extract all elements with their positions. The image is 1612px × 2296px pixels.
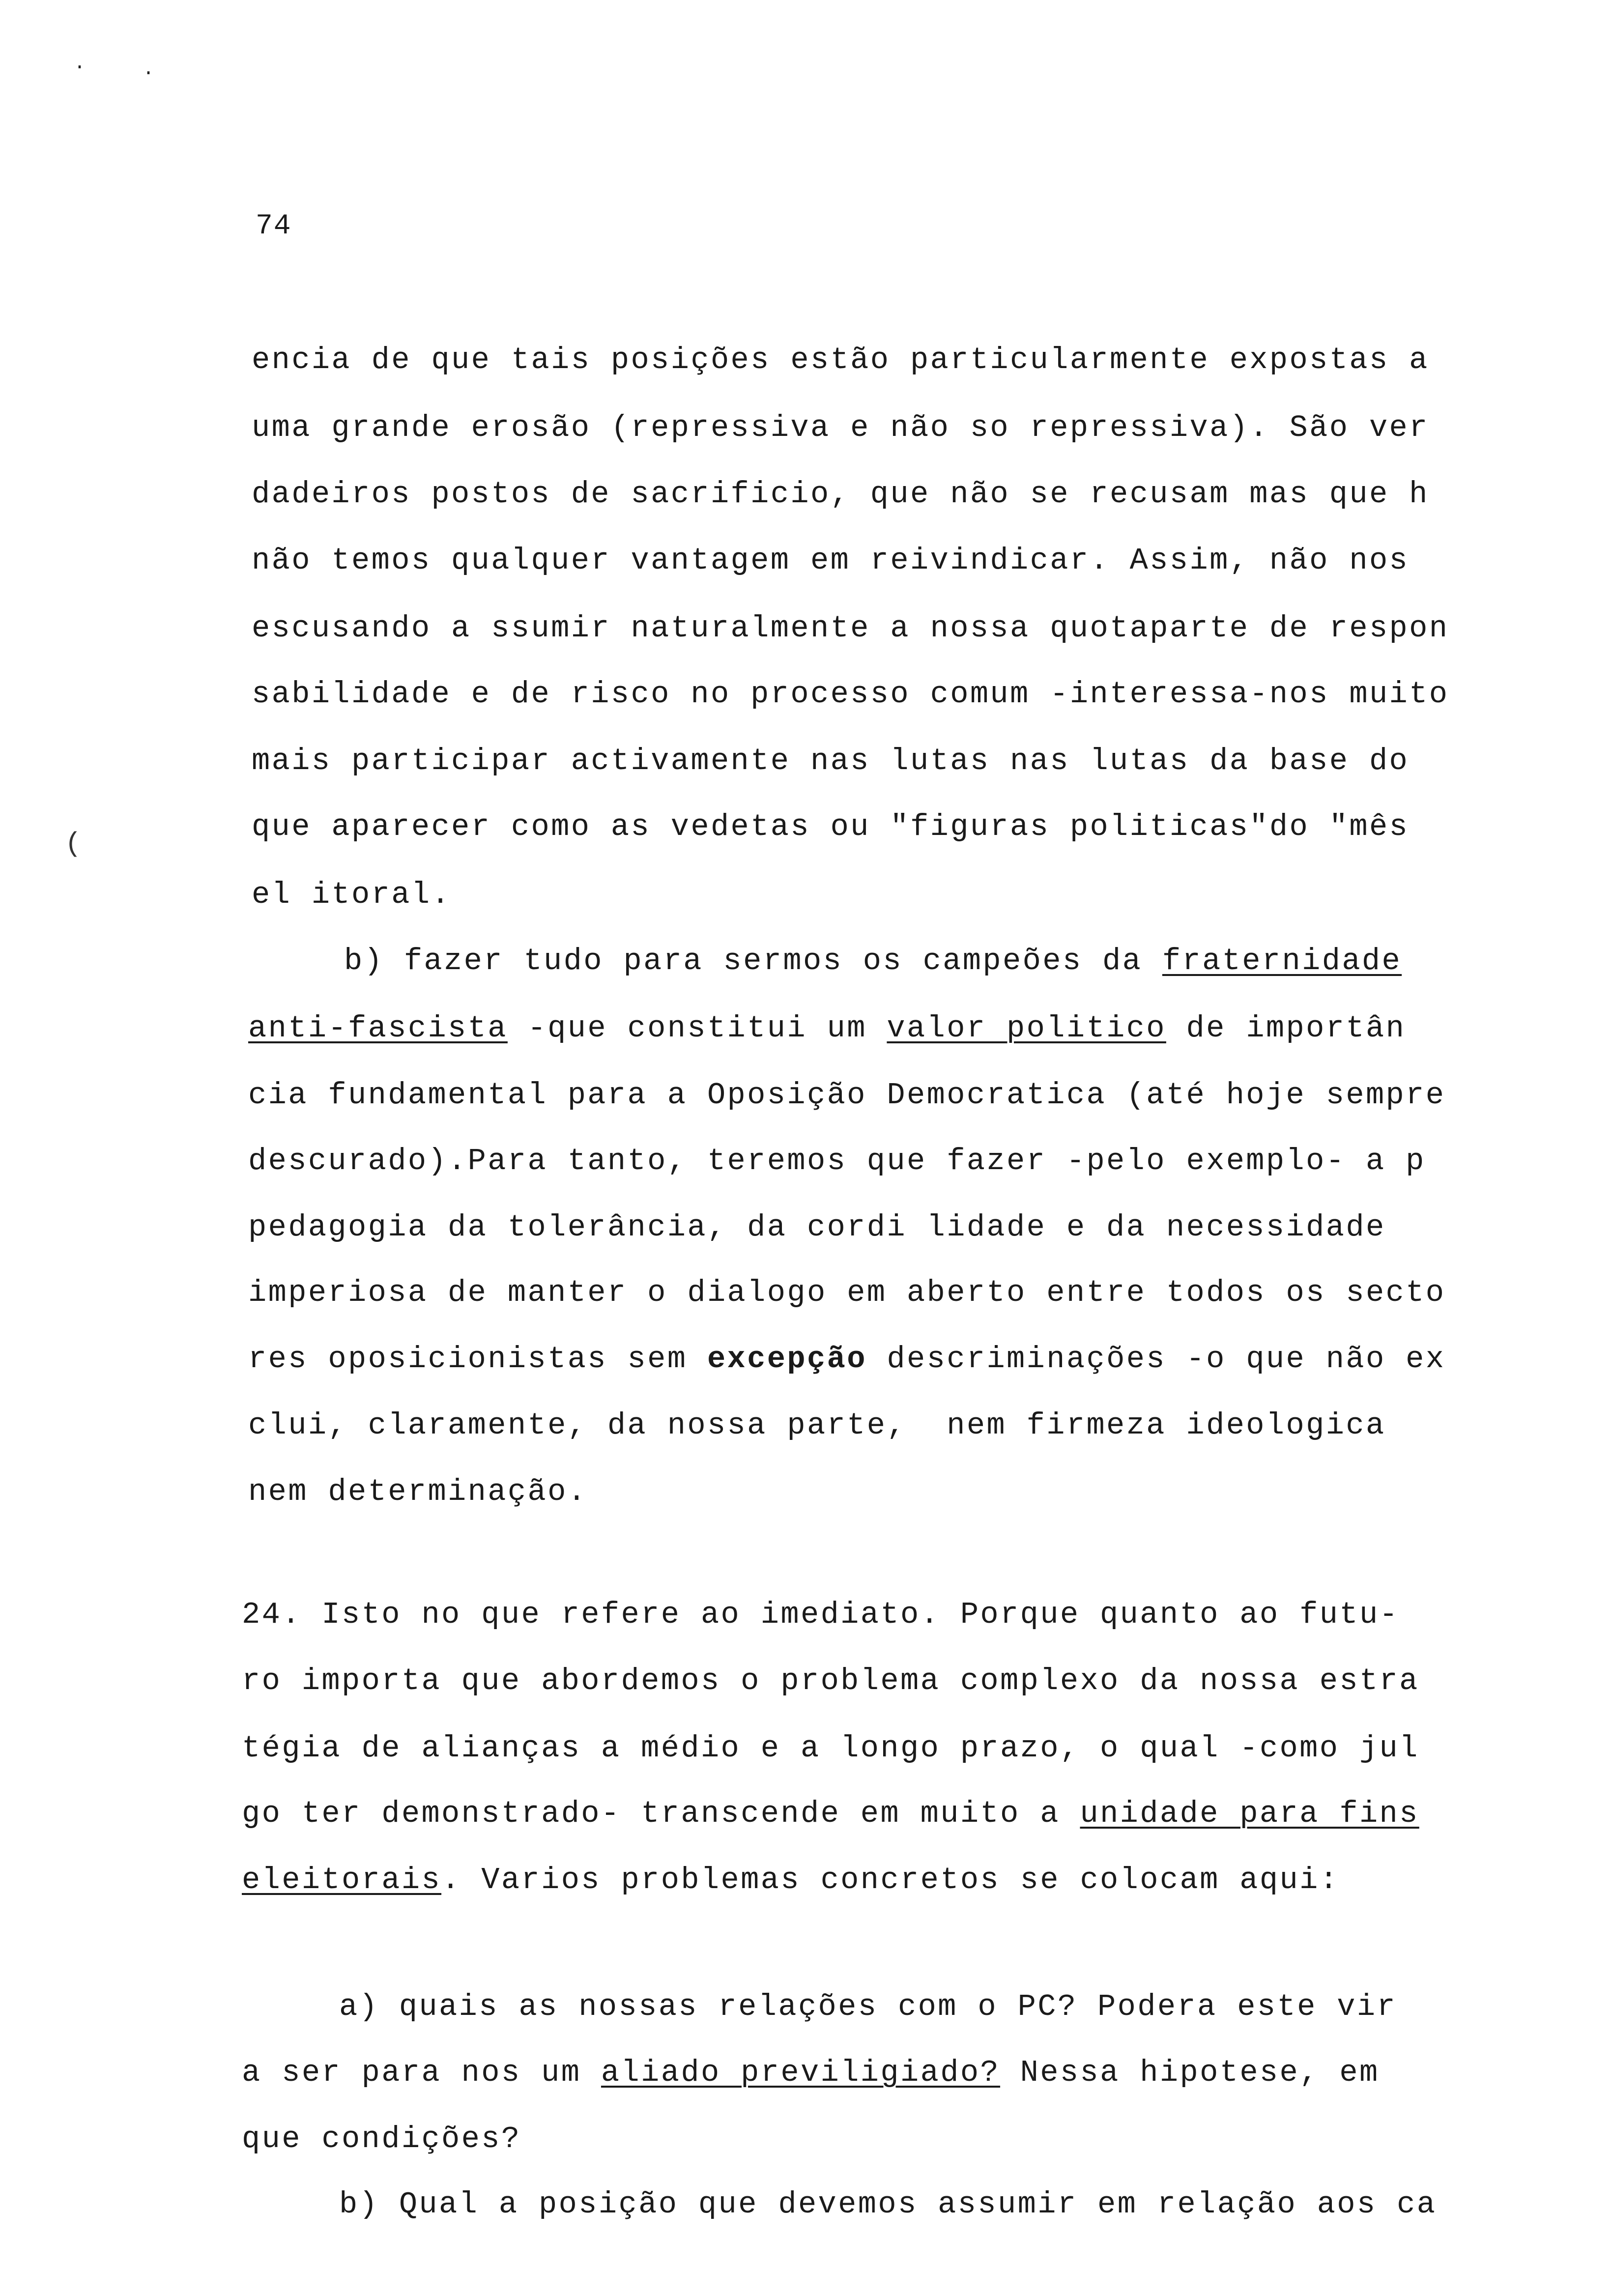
text-line xyxy=(252,679,1449,718)
text-run: go ter demonstrado- transcende em muito a xyxy=(242,1796,1080,1831)
text-line xyxy=(248,1410,1386,1450)
text-run: . Varios problemas concretos se colocam aqui: xyxy=(441,1863,1340,1897)
text-run: dadeiros postos de sacrificio, que não se recusam mas que h xyxy=(252,477,1429,512)
underlined-text: unidade para fins xyxy=(1080,1796,1419,1831)
text-run: nem determinação. xyxy=(248,1474,588,1509)
text-run: res oposicionistas sem xyxy=(248,1342,707,1377)
text-run: não temos qualquer vantagem em reivindicar. Assim, não nos xyxy=(252,543,1410,578)
text-line xyxy=(248,1344,1445,1383)
text-line xyxy=(252,746,1409,785)
text-run: mais participar activamente nas lutas nas lutas da base do xyxy=(252,744,1410,778)
text-run: cia fundamental para a Oposição Democratica (até hoje sempre xyxy=(248,1078,1446,1113)
text-line xyxy=(248,1146,1426,1185)
page-number: 74 xyxy=(256,210,292,242)
underlined-text: anti-fascista xyxy=(248,1011,508,1046)
text-line xyxy=(248,1080,1445,1119)
text-line xyxy=(252,545,1409,585)
text-run: de importân xyxy=(1166,1011,1406,1046)
text-run: a) quais as nossas relações com o PC? Podera este vir xyxy=(339,1989,1397,2024)
text-line xyxy=(242,1796,1419,1838)
text-line xyxy=(344,946,1402,985)
text-run: encia de que tais posições estão particularmente expostas a xyxy=(252,343,1429,377)
text-run: que condições? xyxy=(242,2122,521,2156)
text-line xyxy=(248,1013,1406,1053)
margin-mark: ( xyxy=(65,828,82,860)
struck-text: excepção xyxy=(707,1342,867,1377)
underlined-text: eleitorais xyxy=(242,1863,442,1897)
text-run: descriminações -o que não ex xyxy=(866,1342,1446,1377)
underlined-text: aliado previligiado? xyxy=(601,2055,1001,2090)
text-line xyxy=(242,1733,1419,1773)
text-line xyxy=(242,1865,1339,1904)
text-run: descurado).Para tanto, teremos que fazer -pelo exemplo- a p xyxy=(248,1144,1426,1178)
text-line xyxy=(248,1275,1446,1317)
text-run: sabilidade e de risco no processo comum -interessa-nos muito xyxy=(252,677,1449,712)
text-run: imperiosa de manter o dialogo em aberto entre todos os secto xyxy=(248,1275,1446,1310)
text-run: ro importa que abordemos o problema complexo da nossa estra xyxy=(242,1664,1419,1698)
text-line xyxy=(252,479,1429,518)
underlined-text: fraternidade xyxy=(1162,944,1402,978)
text-line xyxy=(248,1474,588,1516)
text-line xyxy=(252,410,1429,452)
text-line xyxy=(248,1212,1386,1252)
text-line xyxy=(252,613,1449,653)
text-line xyxy=(252,809,1410,851)
text-run: b) Qual a posição que devemos assumir em relação aos ca xyxy=(339,2187,1437,2222)
text-run: clui, claramente, da nossa parte, nem firmeza ideologica xyxy=(248,1408,1386,1443)
text-run: a ser para nos um xyxy=(242,2055,601,2090)
text-run: escusando a ssumir naturalmente a nossa quotaparte de respon xyxy=(252,611,1449,646)
scan-speck: · xyxy=(143,62,155,85)
text-line xyxy=(339,2189,1437,2229)
underlined-text: valor politico xyxy=(887,1011,1166,1046)
text-line xyxy=(242,1666,1419,1705)
text-line xyxy=(242,2055,1380,2097)
text-run: el itoral. xyxy=(252,877,452,912)
text-run: tégia de alianças a médio e a longo prazo, o qual -como jul xyxy=(242,1731,1419,1766)
text-line xyxy=(252,877,452,919)
text-run: 24. Isto no que refere ao imediato. Porque quanto ao futu- xyxy=(242,1597,1400,1632)
text-run: -que constitui um xyxy=(507,1011,887,1046)
text-run: que aparecer como as vedetas ou "figuras politicas"do "mês xyxy=(252,809,1410,844)
text-run: Nessa hipotese, em xyxy=(1000,2055,1380,2090)
scan-speck: · xyxy=(74,57,86,79)
text-run: uma grande erosão (repressiva e não so repressiva). São ver xyxy=(252,410,1429,445)
text-line xyxy=(242,2124,521,2163)
text-line xyxy=(252,345,1429,384)
text-line xyxy=(339,1989,1397,2031)
text-run: pedagogia da tolerância, da cordi lidade e da necessidade xyxy=(248,1210,1386,1245)
text-run: b) fazer tudo para sermos os campeões da xyxy=(344,944,1162,978)
text-line xyxy=(242,1597,1400,1639)
